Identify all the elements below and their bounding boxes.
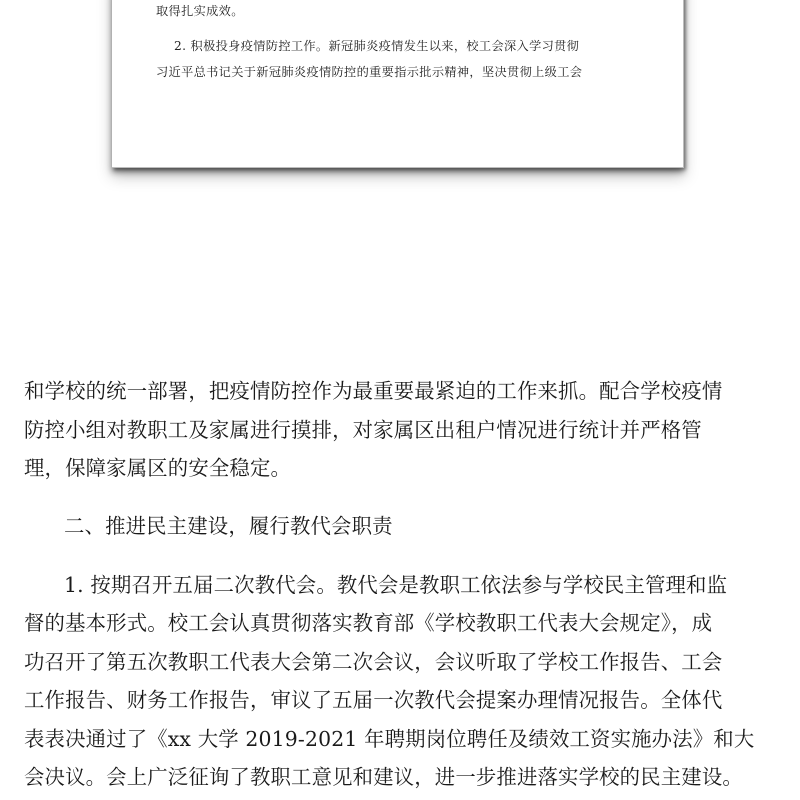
body-paragraph-line: 1. 按期召开五届二次教代会。教代会是教职工依法参与学校民主管理和监	[64, 573, 728, 597]
preview-line: 2. 积极投身疫情防控工作。新冠肺炎疫情发生以来，校工会深入学习贯彻	[174, 39, 580, 53]
preview-line: 取得扎实成效。	[156, 4, 244, 18]
body-paragraph-line: 防控小组对教职工及家属进行摸排，对家属区出租户情况进行统计并严格管	[24, 418, 702, 442]
body-paragraph-line: 表表决通过了《xx 大学 2019-2021 年聘期岗位聘任及绩效工资实施办法》和大	[24, 727, 755, 751]
body-paragraph-line: 工作报告、财务工作报告，审议了五届一次教代会提案办理情况报告。全体代	[24, 688, 723, 712]
page-preview-card	[112, 0, 684, 168]
body-paragraph-line: 督的基本形式。校工会认真贯彻落实教育部《学校教职工代表大会规定》，成	[24, 611, 713, 635]
preview-line: 习近平总书记关于新冠肺炎疫情防控的重要指示批示精神，坚决贯彻上级工会	[156, 65, 583, 79]
section-heading: 二、推进民主建设，履行教代会职责	[64, 514, 393, 538]
body-paragraph-line: 和学校的统一部署，把疫情防控作为最重要最紧迫的工作来抓。配合学校疫情	[24, 379, 723, 403]
body-paragraph-line: 功召开了第五次教职工代表大会第二次会议，会议听取了学校工作报告、工会	[24, 650, 723, 674]
body-paragraph-line: 理，保障家属区的安全稳定。	[24, 456, 292, 480]
body-paragraph-line: 会决议。会上广泛征询了教职工意见和建议，进一步推进落实学校的民主建设。	[24, 765, 743, 789]
